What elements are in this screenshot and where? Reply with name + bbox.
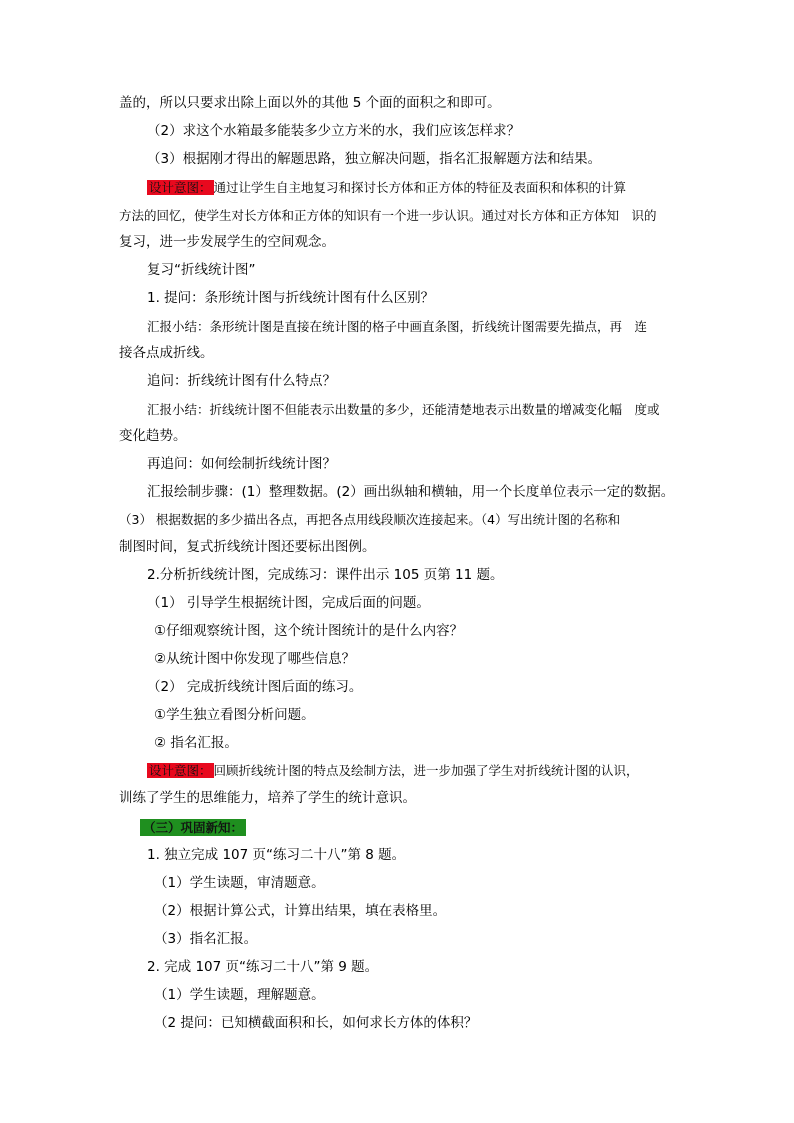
summary-line: 汇报小结：条形统计图是直接在统计图的格子中画直条图，折线统计图需要先描点，再 连 <box>147 319 648 334</box>
design-intent-text: 通过让学生自主地复习和探讨长方体和正方体的特征及表面积和体积的计算 <box>213 180 627 195</box>
question-line: ①仔细观察统计图，这个统计图统计的是什么内容？ <box>154 623 464 639</box>
paragraph-line: （3） 根据数据的多少描出各点，再把各点用线段顺次连接起来。（4）写出统计图的名称和 <box>119 512 621 527</box>
section-heading: 复习“折线统计图” <box>147 262 256 278</box>
question-line: ①学生独立看图分析问题。 <box>154 707 315 723</box>
summary-line: 汇报小结：折线统计图不但能表示出数量的多少，还能清楚地表示出数量的增减变化幅 度或 <box>147 402 660 417</box>
question-line: 1. 提问：条形统计图与折线统计图有什么区别？ <box>147 290 435 306</box>
question-line: （2）求这个水箱最多能装多少立方米的水，我们应该怎样求？ <box>147 123 521 139</box>
exercise-line: 1. 独立完成 107 页“练习二十八”第 8 题。 <box>147 847 406 863</box>
question-line: 追问：折线统计图有什么特点？ <box>147 373 336 389</box>
exercise-line: 2. 完成 107 页“练习二十八”第 9 题。 <box>147 959 379 975</box>
question-line: （3）指名汇报。 <box>154 931 258 947</box>
paragraph-line: 制图时间，复式折线统计图还要标出图例。 <box>119 539 376 555</box>
question-line: （3）根据刚才得出的解题思路，独立解决问题，指名汇报解题方法和结果。 <box>147 151 602 167</box>
paragraph-line: 盖的，所以只要求出除上面以外的其他 5 个面的面积之和即可。 <box>119 95 501 111</box>
question-line: （2） 完成折线统计图后面的练习。 <box>147 679 363 695</box>
paragraph-line: 方法的回忆，使学生对长方体和正方体的知识有一个进一步认识。通过对长方体和正方体知 识的 <box>119 208 657 223</box>
section-heading-tag: （三）巩固新知： <box>140 819 246 836</box>
design-intent-tag: 设计意图： <box>149 180 212 195</box>
design-intent-tag: 设计意图： <box>149 763 212 778</box>
question-line: （1） 引导学生根据统计图，完成后面的问题。 <box>147 595 430 611</box>
question-line: （1）学生读题，理解题意。 <box>154 987 325 1003</box>
paragraph-line: 训练了学生的思维能力，培养了学生的统计意识。 <box>119 790 416 806</box>
question-line: （2 提问：已知横截面积和长，如何求长方体的体积？ <box>154 1015 478 1031</box>
design-intent-line <box>147 761 639 781</box>
question-line: （2）根据计算公式，计算出结果，填在表格里。 <box>154 903 447 919</box>
question-line: 再追问：如何绘制折线统计图？ <box>147 456 336 472</box>
question-line: ②从统计图中你发现了哪些信息？ <box>154 651 356 667</box>
exercise-line: 2.分析折线统计图，完成练习：课件出示 105 页第 11 题。 <box>147 567 504 583</box>
design-intent-line <box>147 178 626 198</box>
design-intent-text: 回顾折线统计图的特点及绘制方法，进一步加强了学生对折线统计图的认识， <box>213 763 639 778</box>
summary-line: 汇报绘制步骤：(1）整理数据。(2）画出纵轴和横轴，用一个长度单位表示一定的数据。 <box>147 484 675 500</box>
paragraph-line: 接各点成折线。 <box>119 345 214 361</box>
paragraph-line: 变化趋势。 <box>119 428 187 444</box>
section-heading-line <box>140 818 246 838</box>
question-line: ② 指名汇报。 <box>154 735 238 751</box>
question-line: （1）学生读题，审清题意。 <box>154 875 325 891</box>
paragraph-line: 复习，进一步发展学生的空间观念。 <box>119 234 335 250</box>
